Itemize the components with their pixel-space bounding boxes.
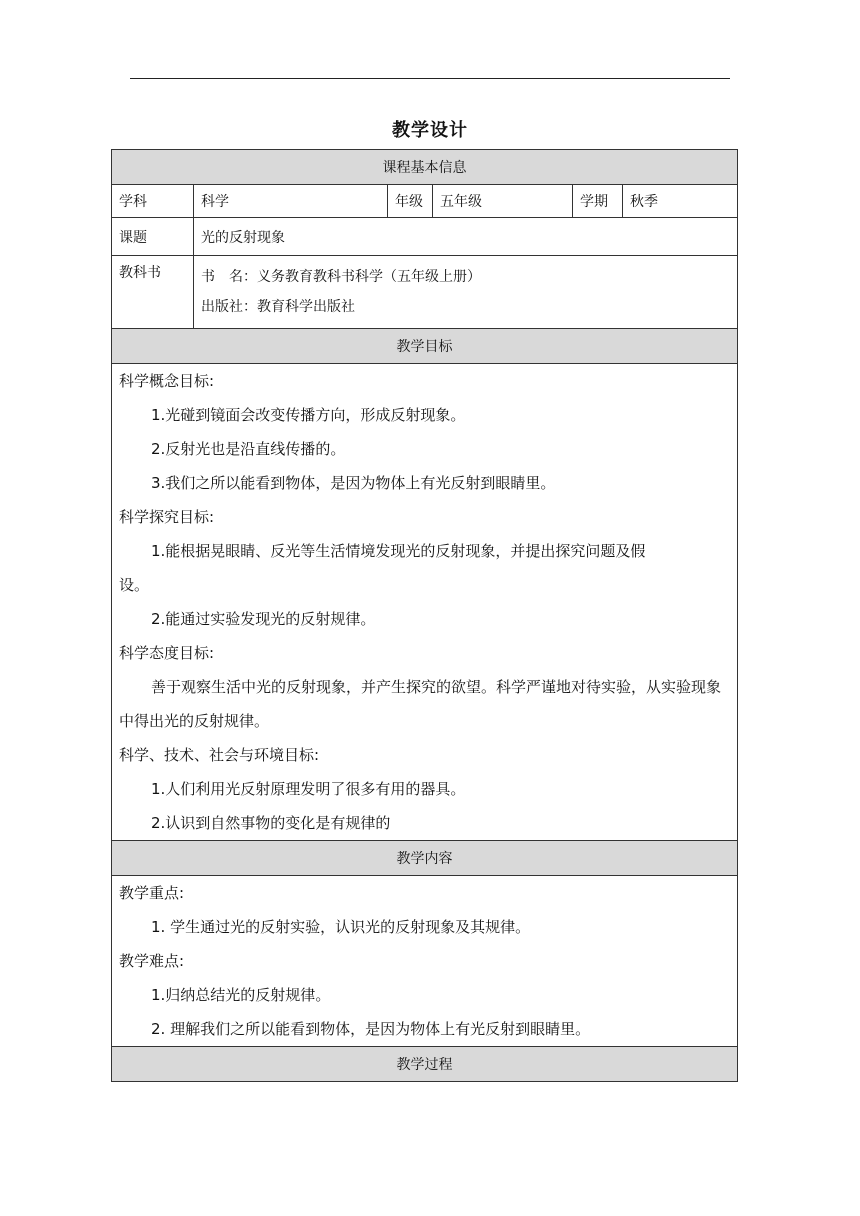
section-title-basic-info: 课程基本信息 (112, 150, 738, 185)
textbook-name: 书 名：义务教育教科书科学（五年级上册） (201, 269, 481, 285)
key-point-heading: 教学重点: (119, 884, 185, 902)
topic-row (112, 218, 738, 256)
section-content (112, 841, 738, 876)
goals-body-row (112, 364, 738, 841)
inquiry-goal-item: 1.能根据晃眼睛、反光等生活情境发现光的反射现象，并提出探究问题及假 (151, 542, 646, 560)
content-body-row (112, 876, 738, 1047)
document-title: 教学设计 (392, 120, 468, 141)
subject-row (112, 185, 738, 218)
sts-goal-heading: 科学、技术、社会与环境目标: (119, 746, 320, 764)
section-title-process: 教学过程 (112, 1047, 738, 1082)
lesson-plan-table (111, 149, 738, 1082)
textbook-label: 教科书 (112, 256, 194, 329)
term-label: 学期 (573, 185, 623, 218)
section-process (112, 1047, 738, 1082)
section-goals (112, 329, 738, 364)
difficult-point-heading: 教学难点: (119, 952, 185, 970)
inquiry-goal-item-continued: 设。 (119, 576, 150, 594)
concept-goal-item: 1.光碰到镜面会改变传播方向，形成反射现象。 (151, 406, 466, 424)
sts-goal-item: 2.认识到自然事物的变化是有规律的 (151, 814, 391, 832)
section-title-content: 教学内容 (112, 841, 738, 876)
topic-label: 课题 (112, 218, 194, 256)
concept-goal-item: 3.我们之所以能看到物体，是因为物体上有光反射到眼睛里。 (151, 474, 556, 492)
key-point-item: 1. 学生通过光的反射实验，认识光的反射现象及其规律。 (151, 918, 531, 936)
difficult-point-item: 2. 理解我们之所以能看到物体，是因为物体上有光反射到眼睛里。 (151, 1020, 591, 1038)
content-body (112, 876, 738, 1047)
attitude-goal-text: 善于观察生活中光的反射现象，并产生探究的欲望。科学严谨地对待实验，从实验现象中得出光的反射规律。 (119, 678, 722, 730)
topic-value: 光的反射现象 (194, 218, 738, 256)
textbook-details (194, 256, 738, 329)
grade-value: 五年级 (433, 185, 573, 218)
subject-label: 学科 (112, 185, 194, 218)
concept-goal-heading: 科学概念目标: (119, 372, 215, 390)
subject-value: 科学 (194, 185, 388, 218)
section-basic-info (112, 150, 738, 185)
grade-label: 年级 (388, 185, 433, 218)
attitude-goal-heading: 科学态度目标: (119, 644, 215, 662)
textbook-publisher: 出版社：教育科学出版社 (201, 299, 355, 315)
concept-goal-item: 2.反射光也是沿直线传播的。 (151, 440, 346, 458)
sts-goal-item: 1.人们利用光反射原理发明了很多有用的器具。 (151, 780, 466, 798)
textbook-row (112, 256, 738, 329)
inquiry-goal-item: 2.能通过实验发现光的反射规律。 (151, 610, 376, 628)
inquiry-goal-heading: 科学探究目标: (119, 508, 215, 526)
difficult-point-item: 1.归纳总结光的反射规律。 (151, 986, 331, 1004)
term-value: 秋季 (623, 185, 738, 218)
section-title-goals: 教学目标 (112, 329, 738, 364)
goals-body (112, 364, 738, 841)
header-rule (130, 78, 730, 79)
